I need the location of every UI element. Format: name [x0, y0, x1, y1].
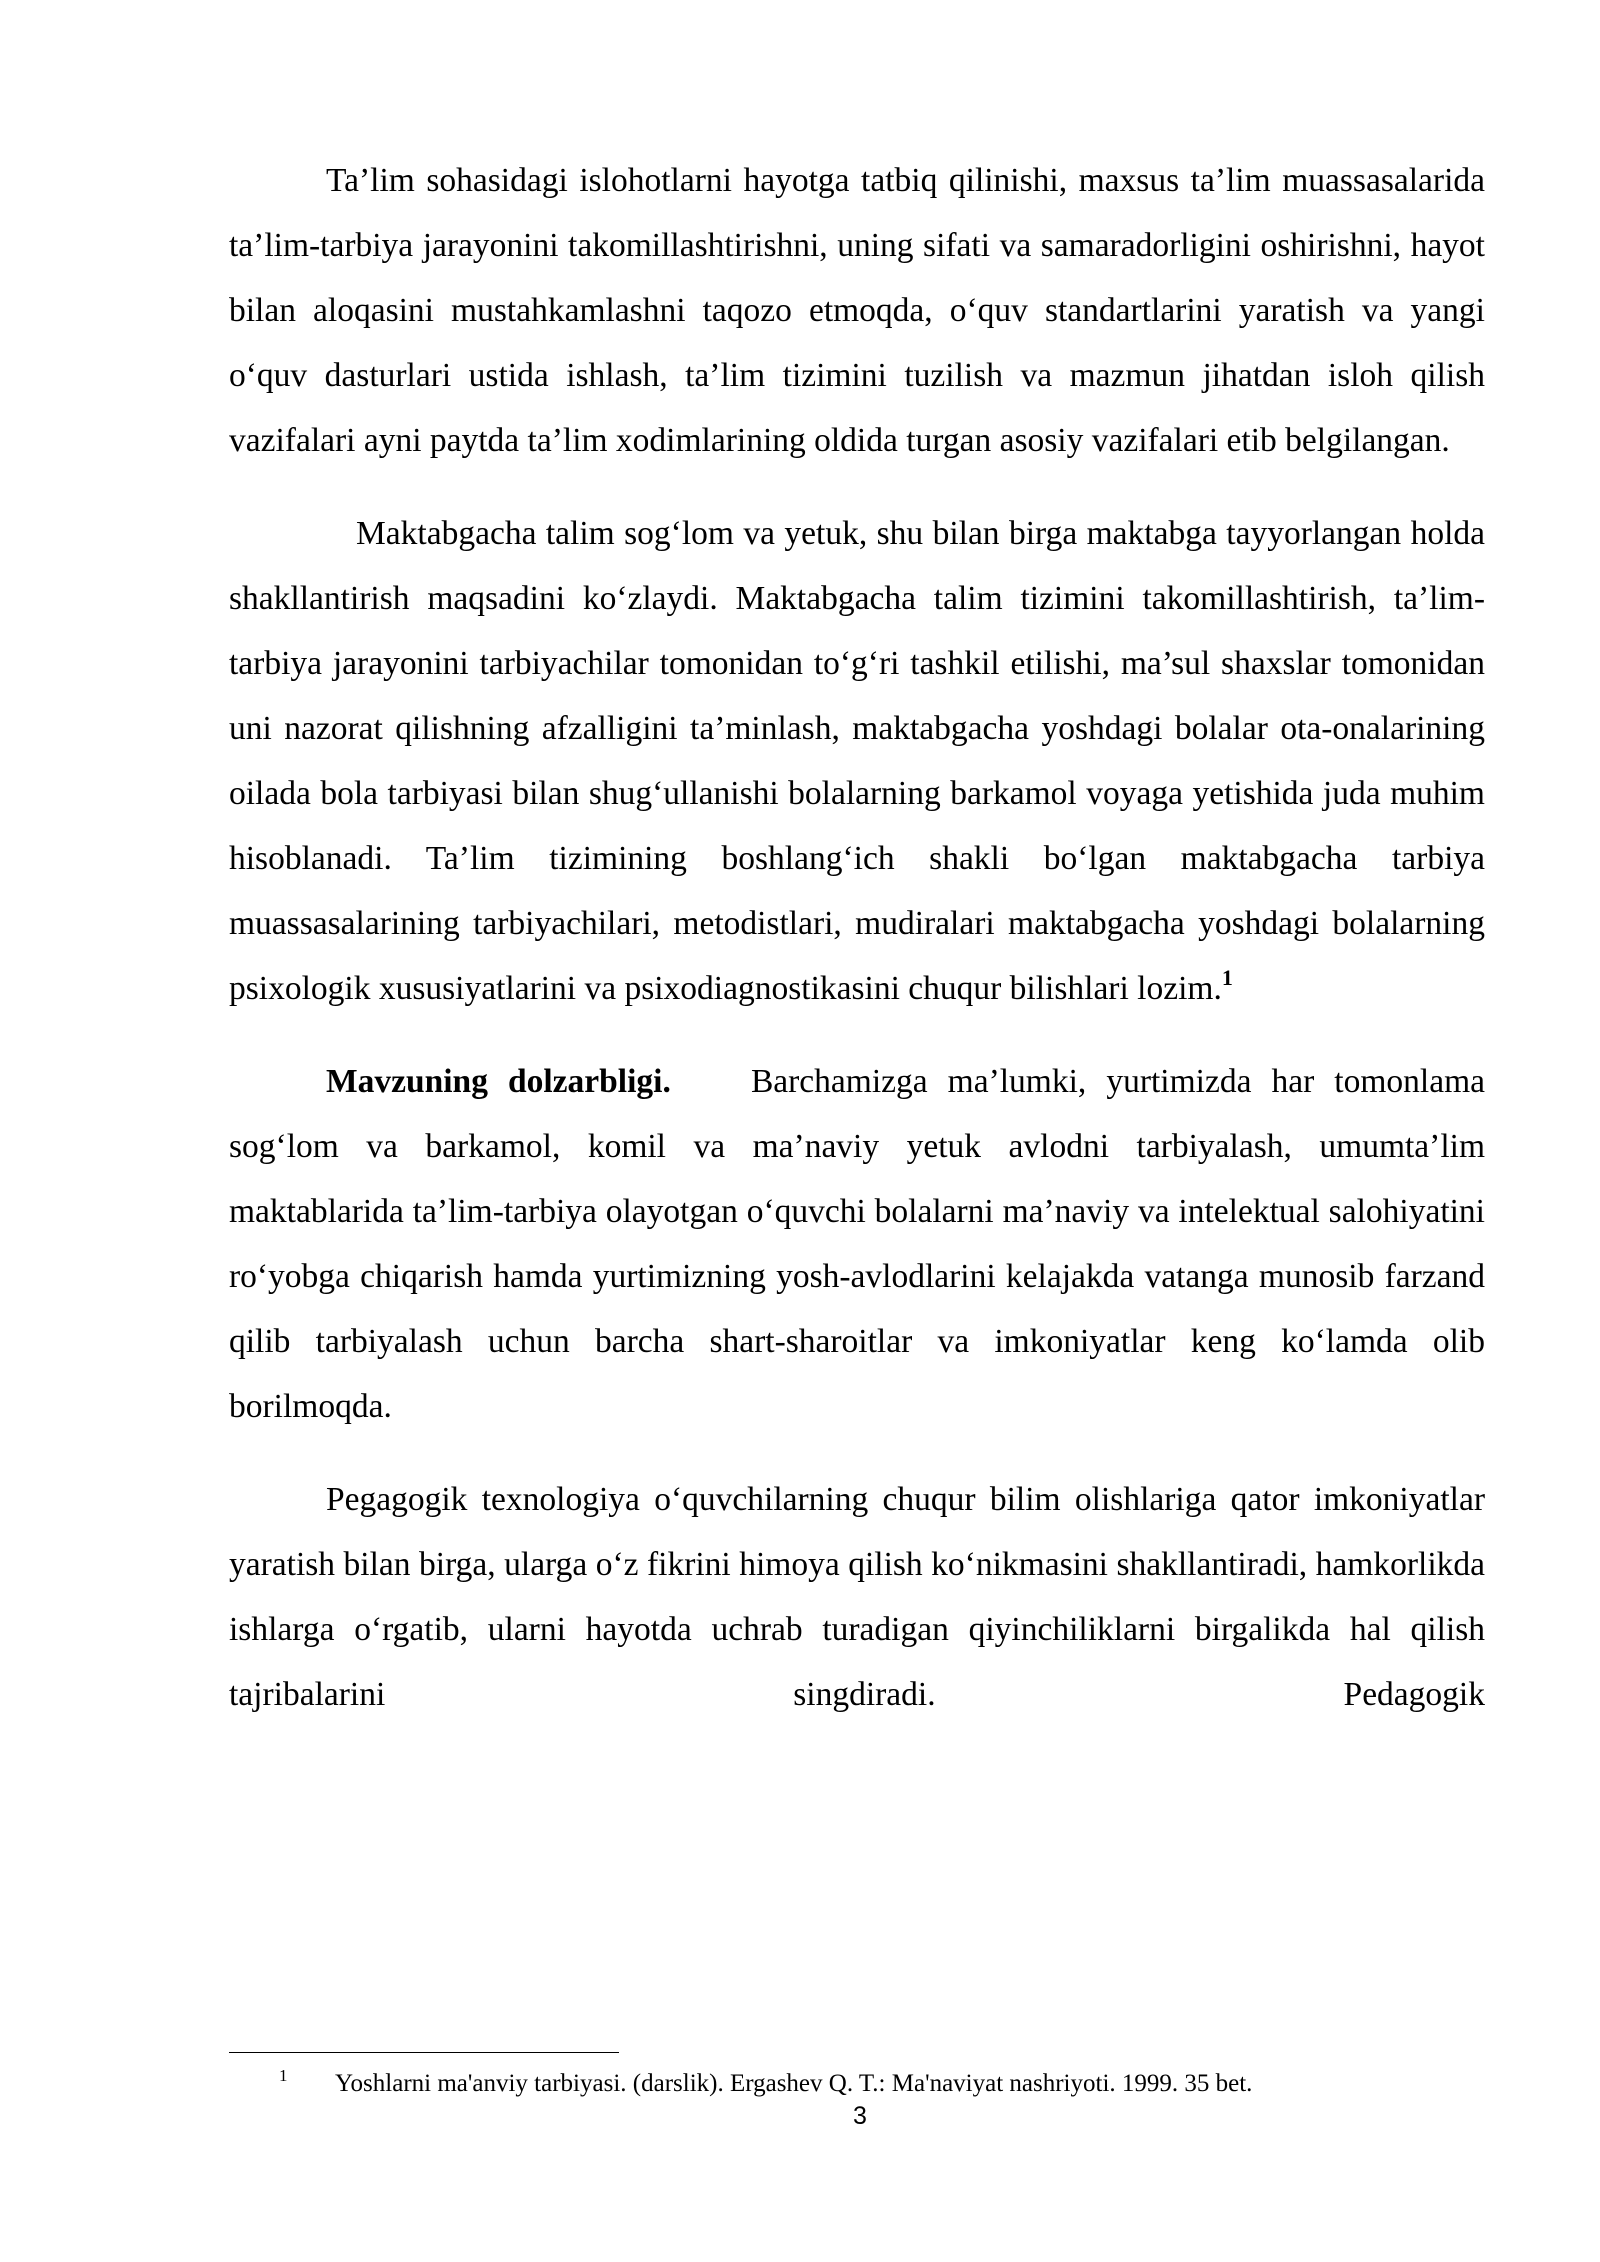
paragraph-2	[229, 501, 1485, 1021]
footnote-separator	[229, 2052, 619, 2053]
footnote-reference[interactable]: 1	[1221, 965, 1233, 990]
body-text	[229, 148, 1485, 1727]
paragraph-1	[229, 148, 1485, 473]
footnote-text: Yoshlarni ma'anviy tarbiyasi. (darslik). Ergashev Q. T.: Ma'naviyat nashriyoti. 1999. 35 bet.	[335, 2070, 1253, 2097]
section-heading: Mavzuning dolzarbligi.	[326, 1063, 671, 1100]
page-number: 3	[853, 2102, 867, 2130]
paragraph-4-text: Pegagogik texnologiya o‘quvchilarning chuqur bilim olishlariga qator imkoniyatlar yaratish bilan birga, ularga o‘z fikrini himoya qilish ko‘nikmasini shakllantiradi, hamkorlikda ishlarga o‘rgatib, ularni hayotda uchrab turadigan qiyinchiliklarni birgalikda hal qilish tajribalarini singdiradi. Pedagogik	[229, 1481, 1485, 1713]
paragraph-2-text: Maktabgacha talim sog‘lom va yetuk, shu bilan birga maktabga tayyorlangan holda shakllantirish maqsadini ko‘zlaydi. Maktabgacha talim tizimini takomillashtirish, ta’lim-tarbiya jarayonini tarbiyachilar tomonidan to‘g‘ri tashkil etilishi, ma’sul shaxslar tomonidan uni nazorat qilishning afzalligini ta’minlash, maktabgacha yoshdagi bolalar ota-onalarining oilada bola tarbiyasi bilan shug‘ullanishi bolalarning barkamol voyaga yetishida juda muhim hisoblanadi. Ta’lim tizimining boshlang‘ich shakli bo‘lgan maktabgacha tarbiya muassasalarining tarbiyachilari, metodistlari, mudiralari maktabgacha yoshdagi bolalarning psixologik xususiyatlarini va psixodiagnostikasini chuqur bilishlari lozim.	[229, 515, 1485, 1007]
paragraph-4	[229, 1467, 1485, 1727]
paragraph-1-text: Ta’lim sohasidagi islohotlarni hayotga tatbiq qilinishi, maxsus ta’lim muassasalarida ta’lim-tarbiya jarayonini takomillashtirishni, uning sifati va samaradorligini oshirishni, hayot bilan aloqasini mustahkamlashni taqozo etmoqda, o‘quv standartlarini yaratish va yangi o‘quv dasturlari ustida ishlash, ta’lim tizimini tuzilish va mazmun jihatdan isloh qilish vazifalari ayni paytda ta’lim xodimlarining oldida turgan asosiy vazifalari etib belgilangan.	[229, 162, 1485, 459]
paragraph-3-text: Barchamizga ma’lumki, yurtimizda har tomonlama sog‘lom va barkamol, komil va ma’naviy yetuk avlodni tarbiyalash, umumta’lim maktablarida ta’lim-tarbiya olayotgan o‘quvchi bolalarni ma’naviy va intelektual salohiyatini ro‘yobga chiqarish hamda yurtimizning yosh-avlodlarini kelajakda vatanga munosib farzand qilib tarbiyalash uchun barcha shart-sharoitlar va imkoniyatlar keng ko‘lamda olib borilmoqda.	[229, 1063, 1485, 1425]
footnote-mark: 1	[279, 2066, 288, 2085]
paragraph-3	[229, 1049, 1485, 1439]
